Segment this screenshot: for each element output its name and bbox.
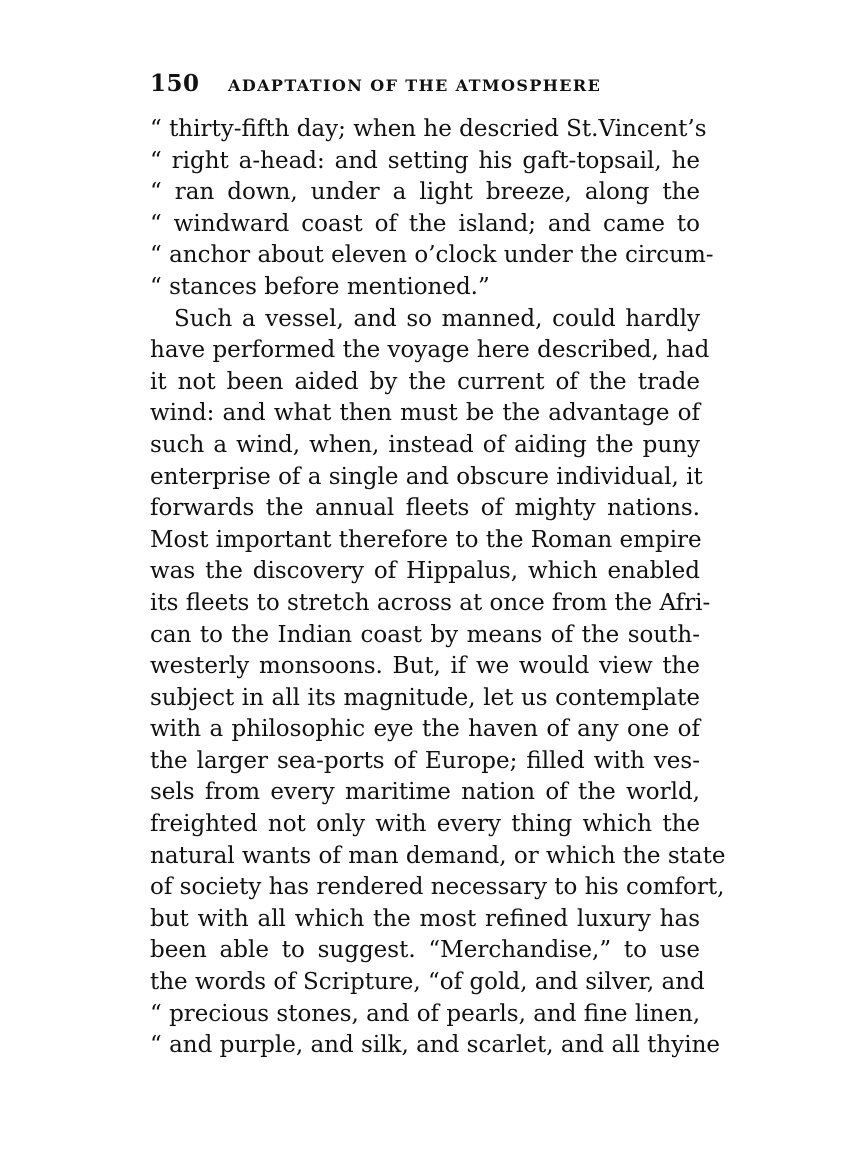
text-line: Such a vessel, and so manned, could hardly <box>174 305 700 332</box>
text-line: forwards the annual fleets of mighty nations. <box>150 495 700 522</box>
text-line: natural wants of man demand, or which the state <box>150 842 726 869</box>
book-page <box>150 70 726 1062</box>
text-line: enterprise of a single and obscure individual, it <box>150 463 703 490</box>
text-line: “ anchor about eleven o’clock under the circum- <box>150 242 714 269</box>
text-line: “ and purple, and silk, and scarlet, and all thyine <box>150 1032 721 1059</box>
text-line: was the discovery of Hippalus, which enabled <box>150 558 700 585</box>
text-line: the words of Scripture, “of gold, and silver, and <box>150 969 705 996</box>
text-line: sels from every maritime nation of the world, <box>150 779 700 806</box>
text-line: Most important therefore to the Roman empire <box>150 526 702 553</box>
text-line: can to the Indian coast by means of the south- <box>150 621 700 648</box>
text-line: “ windward coast of the island; and came to <box>150 210 700 237</box>
text-line: subject in all its magnitude, let us contemplate <box>150 684 700 711</box>
text-line: such a wind, when, instead of aiding the puny <box>150 431 700 458</box>
text-line: wind: and what then must be the advantage of <box>150 400 700 427</box>
text-line: have performed the voyage here described, had <box>150 337 710 364</box>
text-line: “ thirty-fifth day; when he descried St.Vincent’s <box>150 116 707 142</box>
text-line: freighted not only with every thing which the <box>150 811 700 838</box>
text-line: “ ran down, under a light breeze, along the <box>150 179 700 206</box>
running-title: ADAPTATION OF THE ATMOSPHERE <box>228 76 602 95</box>
text-line: the larger sea-ports of Europe; filled with ves- <box>150 747 700 774</box>
text-line: but with all which the most refined luxury has <box>150 905 700 932</box>
text-line: of society has rendered necessary to his comfort, <box>150 874 725 901</box>
text-line: been able to suggest. “Merchandise,” to use <box>150 937 700 964</box>
text-line: “ precious stones, and of pearls, and fine linen, <box>150 1000 701 1027</box>
page-number: 150 <box>150 70 200 97</box>
text-line: it not been aided by the current of the trade <box>150 368 700 395</box>
text-line: with a philosophic eye the haven of any one of <box>150 716 700 743</box>
text-line: “ stances before mentioned.” <box>150 273 490 300</box>
text-line: westerly monsoons. But, if we would view the <box>150 653 700 680</box>
text-line: “ right a-head: and setting his gaft-topsail, he <box>150 147 700 174</box>
text-line: its fleets to stretch across at once from the Afri- <box>150 589 711 616</box>
page-header <box>150 70 700 106</box>
body-text <box>150 114 726 1062</box>
